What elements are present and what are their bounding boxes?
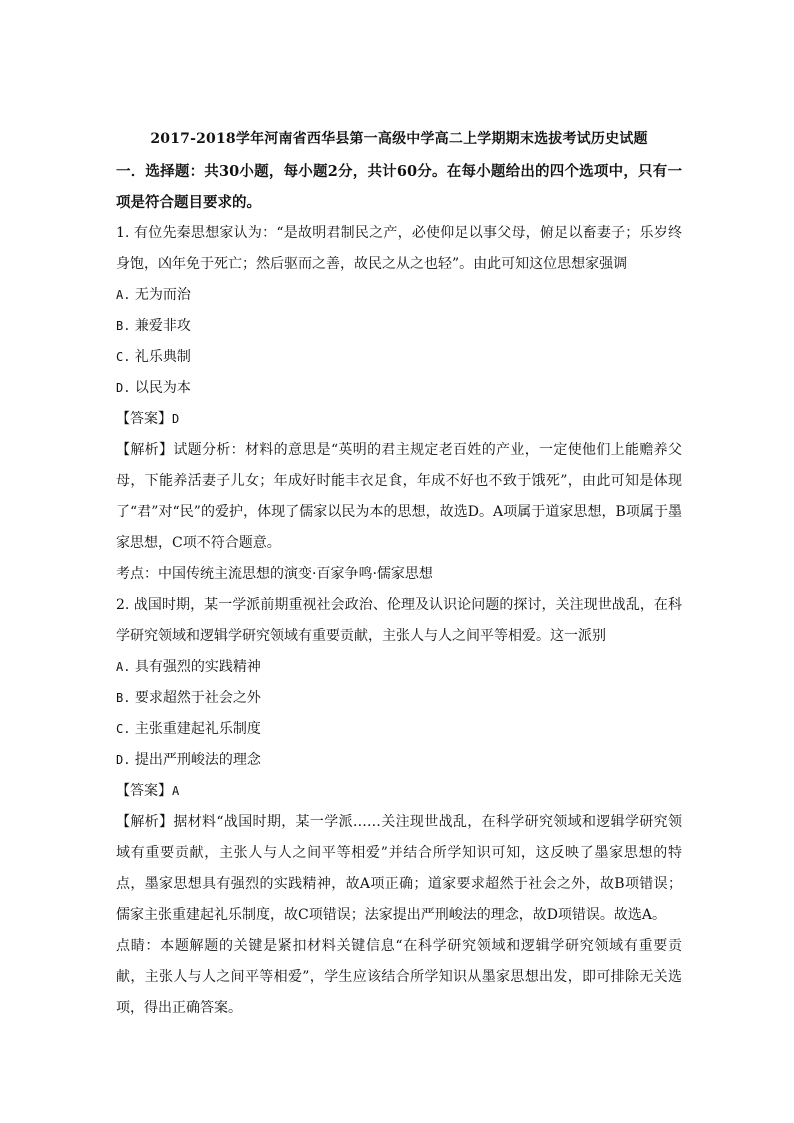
question-2-analysis: 【解析】据材料“战国时期，某一学派……关注现世战乱，在科学研究领域和逻辑学研究领域有重要贡献，主张人与人之间平等相爱”并结合所学知识可知，这反映了墨家思想的特点，墨家思想具有强烈的实践精神，故A项正确；道家要求超然于社会之外，故B项错误；儒家主张重建起礼乐制度，故C项错误；法家提出严刑峻法的理念，故D项错误。故选A。 <box>116 814 682 923</box>
option-text: 无为而治 <box>134 287 191 303</box>
question-1-note: 考点：中国传统主流思想的演变·百家争鸣·儒家思想 <box>116 566 433 582</box>
option-text: 具有强烈的实践精神 <box>134 659 261 675</box>
question-1-option-c <box>116 342 682 373</box>
exam-page <box>116 128 682 1024</box>
answer-label: 【答案】 <box>116 411 172 427</box>
option-text: 要求超然于社会之外 <box>134 690 261 706</box>
option-text: 礼乐典制 <box>134 349 191 365</box>
question-1-analysis: 【解析】试题分析：材料的意思是“英明的君主规定老百姓的产业，一定使他们上能赡养父母，下能养活妻子儿女；年成好时能丰衣足食，年成不好也不致于饿死”，由此可知是体现了“君”对“民”的爱护，体现了儒家以民为本的思想，故选D。A项属于道家思想，B项属于墨家思想，C项不符合题意。 <box>116 442 682 551</box>
question-2-answer <box>116 776 682 807</box>
question-1 <box>116 218 682 590</box>
option-text: 主张重建起礼乐制度 <box>134 721 261 737</box>
document-title: 2017-2018学年河南省西华县第一高级中学高二上学期期末选拔考试历史试题 <box>150 131 648 147</box>
question-2-option-d <box>116 745 682 776</box>
question-2-note: 点睛：本题解题的关键是紧扣材料关键信息“在科学研究领域和逻辑学研究领域有重要贡献，主张人与人之间平等相爱”，学生应该结合所学知识从墨家思想出发，即可排除无关选项，得出正确答案。 <box>116 938 682 1016</box>
option-letter: B. <box>116 319 131 333</box>
question-1-stem: 1. 有位先秦思想家认为：“是故明君制民之产，必使仰足以事父母，俯足以畜妻子；乐岁终身饱，凶年免于死亡；然后驱而之善，故民之从之也轻”。由此可知这位思想家强调 <box>116 225 682 272</box>
option-letter: A. <box>116 288 131 302</box>
question-2-option-a <box>116 652 682 683</box>
question-2-stem: 2. 战国时期，某一学派前期重视社会政治、伦理及认识论问题的探讨，关注现世战乱，在科学研究领域和逻辑学研究领域有重要贡献，主张人与人之间平等相爱。这一派别 <box>116 597 682 644</box>
question-1-option-b <box>116 311 682 342</box>
option-text: 兼爱非攻 <box>134 318 191 334</box>
question-2-option-c <box>116 714 682 745</box>
option-letter: A. <box>116 660 131 674</box>
answer-label: 【答案】 <box>116 783 172 799</box>
option-letter: D. <box>116 381 131 395</box>
option-letter: D. <box>116 753 131 767</box>
question-2-option-b <box>116 683 682 714</box>
section-heading: 一．选择题：共30小题，每小题2分，共计60分。在每小题给出的四个选项中，只有一项是符合题目要求的。 <box>116 163 682 211</box>
question-1-answer <box>116 404 682 435</box>
answer-value: D <box>172 412 180 426</box>
question-2 <box>116 590 682 1024</box>
option-text: 以民为本 <box>134 380 191 396</box>
question-1-option-a <box>116 280 682 311</box>
option-letter: C. <box>116 350 131 364</box>
option-text: 提出严刑峻法的理念 <box>134 752 261 768</box>
option-letter: B. <box>116 691 131 705</box>
question-1-option-d <box>116 373 682 404</box>
option-letter: C. <box>116 722 131 736</box>
answer-value: A <box>172 784 180 798</box>
